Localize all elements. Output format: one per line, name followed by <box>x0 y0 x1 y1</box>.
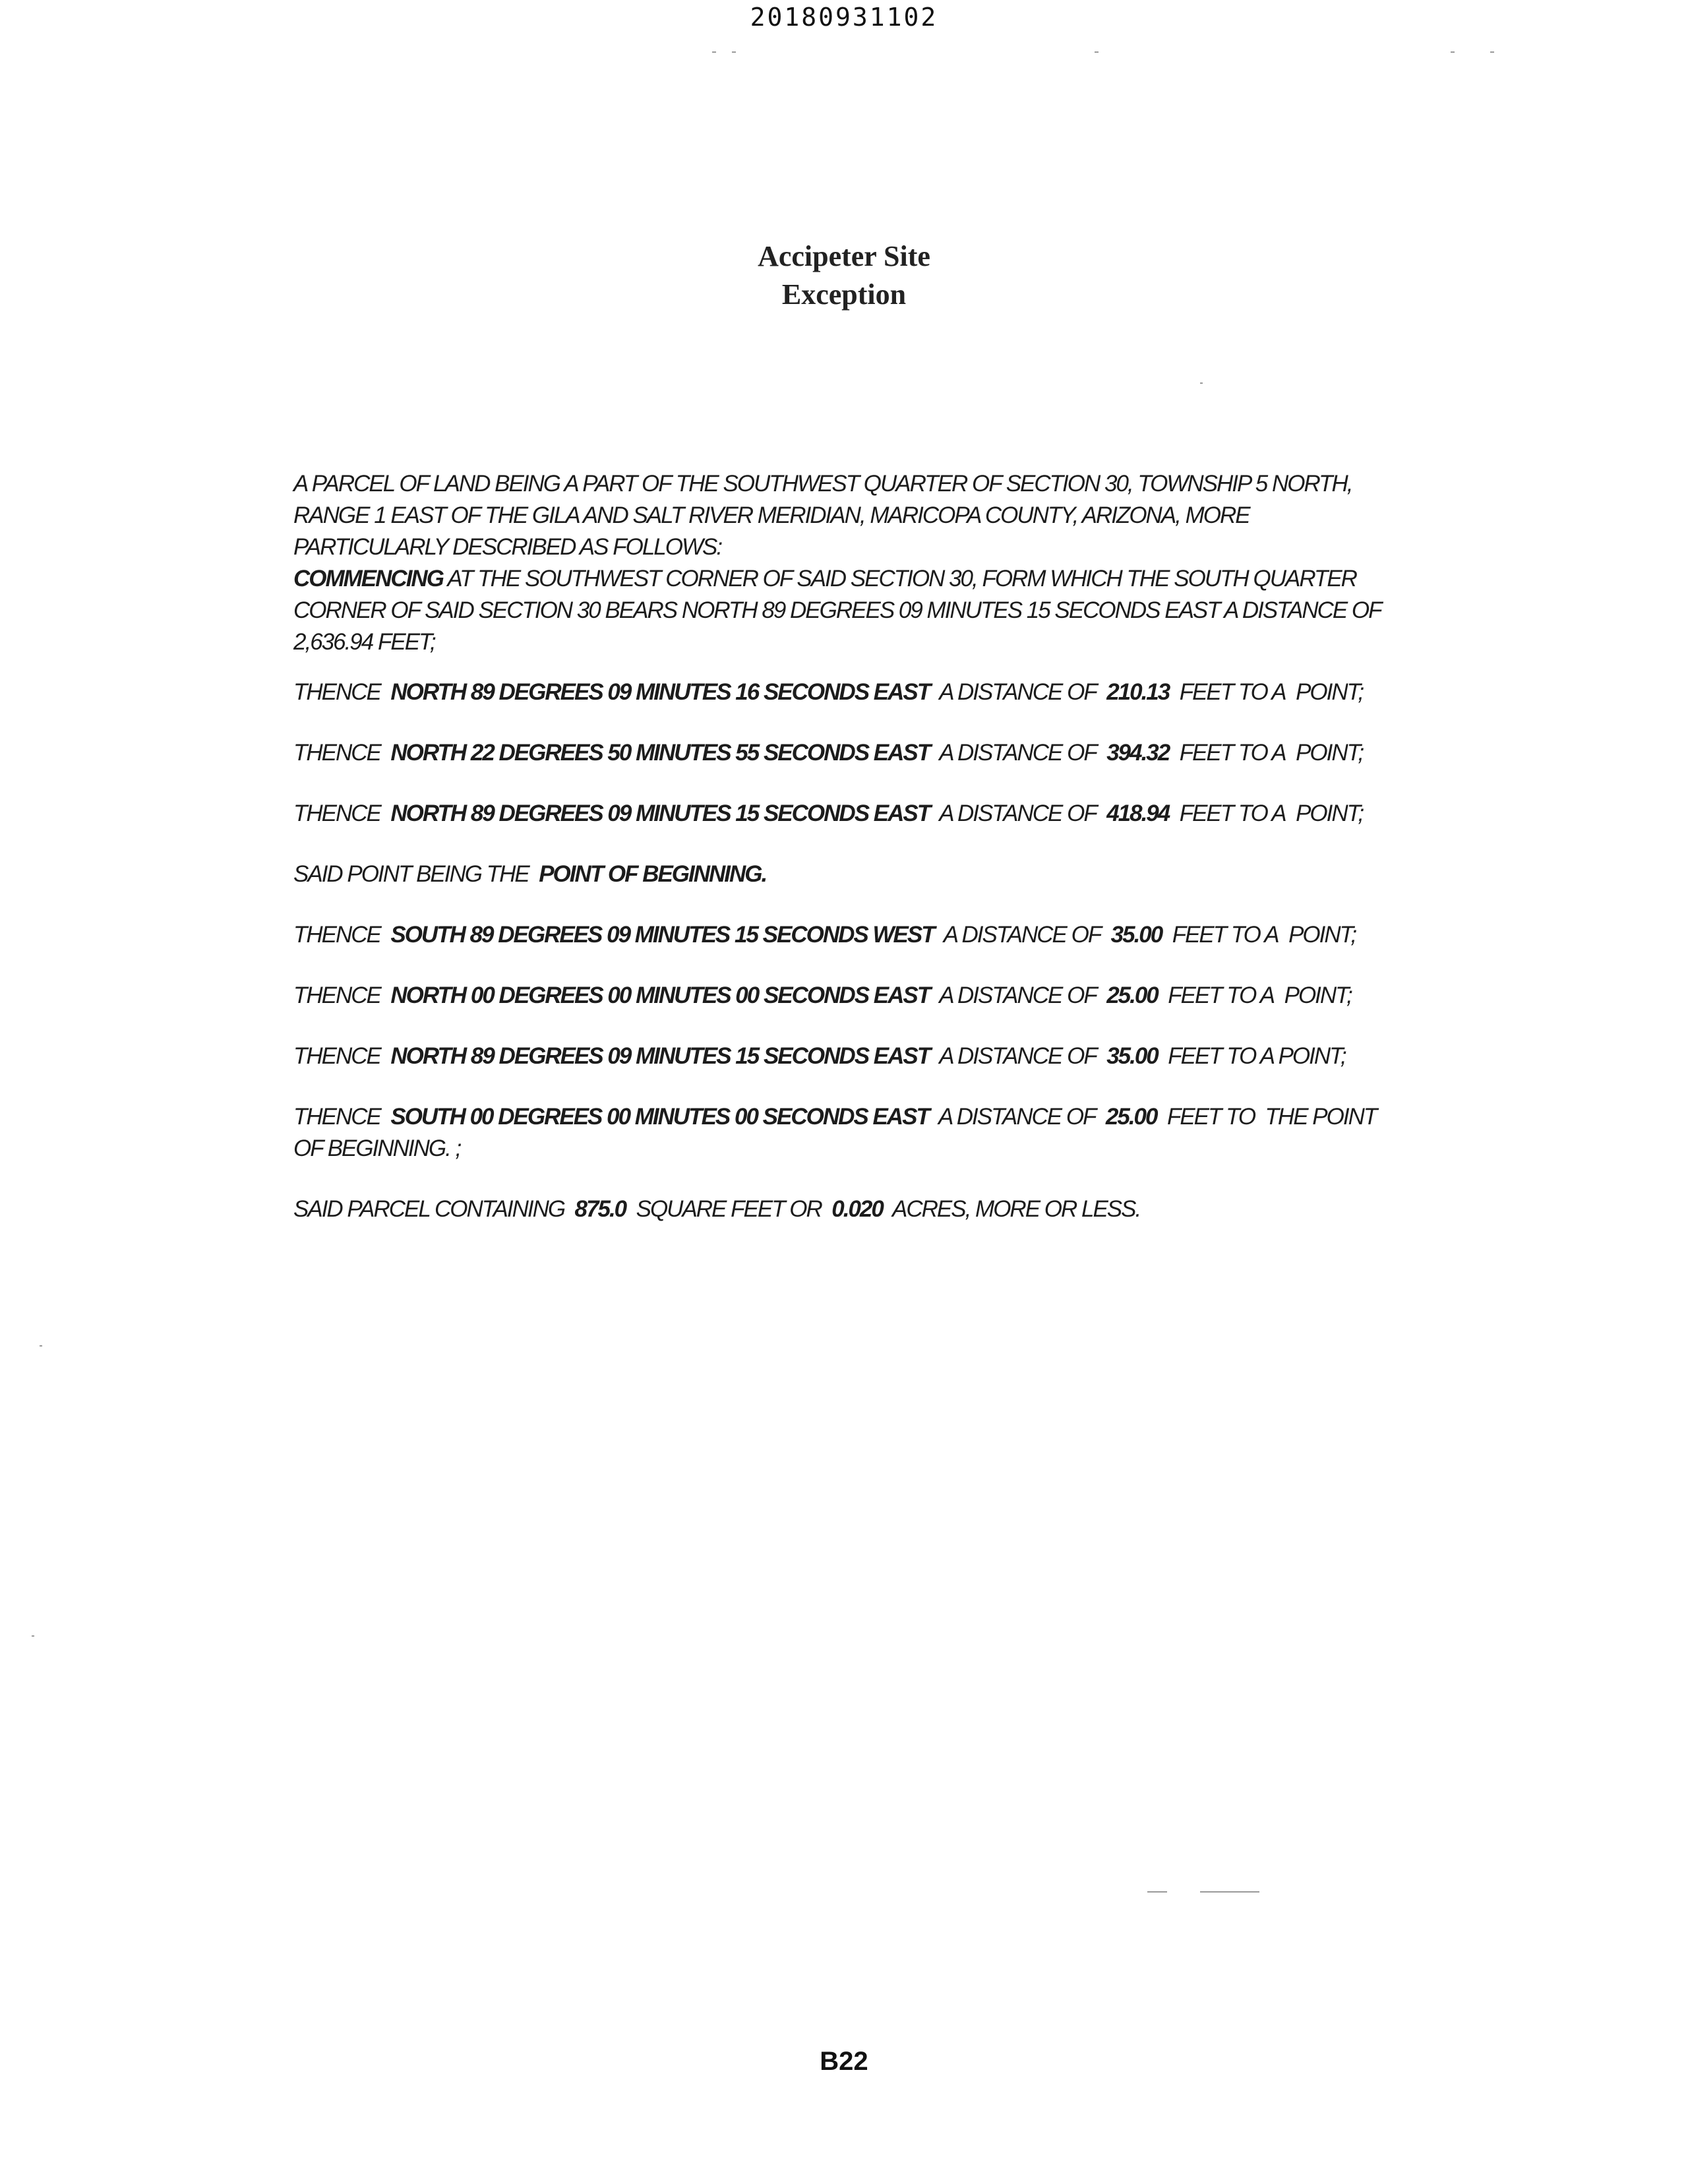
course-line: THENCE SOUTH 00 DEGREES 00 MINUTES 00 SECONDS EAST A DISTANCE OF 25.00 FEET TO THE POINT OF BEGINNING. ; <box>293 1104 1377 1161</box>
summary-line: SAID PARCEL CONTAINING 875.0 SQUARE FEET OR 0.020 ACRES, MORE OR LESS. <box>293 1196 1141 1222</box>
scan-speck <box>1200 1891 1259 1893</box>
scan-speck <box>32 1635 34 1637</box>
page-label: B22 <box>820 2047 868 2076</box>
legal-description <box>293 468 1381 1222</box>
scan-speck <box>1147 1891 1167 1893</box>
course-line: THENCE NORTH 89 DEGREES 09 MINUTES 15 SECONDS EAST A DISTANCE OF 35.00 FEET TO A POINT; <box>293 1043 1346 1069</box>
scan-speck <box>732 51 736 53</box>
intro-text: A PARCEL OF LAND BEING A PART OF THE SOUTHWEST QUARTER OF SECTION 30, TOWNSHIP 5 NORTH, RANGE 1 EAST OF THE GILA AND SALT RIVER MERIDIAN, MARICOPA COUNTY, ARIZONA, MORE PARTICULARLY DESCRIBED AS FOLLOWS: <box>293 471 1352 560</box>
document-number: 20180931102 <box>750 3 938 32</box>
scan-speck <box>1200 382 1203 384</box>
intro-paragraph <box>293 468 1381 658</box>
commencing-text: AT THE SOUTHWEST CORNER OF SAID SECTION 30, FORM WHICH THE SOUTH QUARTER CORNER OF SAID SECTION 30 BEARS NORTH 89 DEGREES 09 MINUTES 15 SECONDS EAST A DISTANCE OF 2,636.94 FEET; <box>293 566 1381 655</box>
scan-speck <box>1490 51 1494 53</box>
course-line: THENCE NORTH 22 DEGREES 50 MINUTES 55 SECONDS EAST A DISTANCE OF 394.32 FEET TO A POINT; <box>293 740 1364 766</box>
point-of-beginning-line: SAID POINT BEING THE POINT OF BEGINNING. <box>293 861 767 887</box>
course-line: THENCE SOUTH 89 DEGREES 09 MINUTES 15 SECONDS WEST A DISTANCE OF 35.00 FEET TO A POINT; <box>293 922 1356 948</box>
scan-speck <box>1451 51 1455 53</box>
commencing-label: COMMENCING <box>293 566 443 592</box>
scan-speck <box>712 51 716 53</box>
page-title <box>0 237 1688 314</box>
title-line-2: Exception <box>781 278 907 311</box>
course-line: THENCE NORTH 89 DEGREES 09 MINUTES 15 SECONDS EAST A DISTANCE OF 418.94 FEET TO A POINT; <box>293 801 1364 826</box>
commencing-paragraph <box>293 563 1381 658</box>
scan-speck <box>1095 51 1099 53</box>
title-line-1: Accipeter Site <box>758 240 930 272</box>
course-line: THENCE NORTH 00 DEGREES 00 MINUTES 00 SECONDS EAST A DISTANCE OF 25.00 FEET TO A POINT; <box>293 983 1352 1008</box>
scan-speck <box>40 1345 42 1347</box>
course-line: THENCE NORTH 89 DEGREES 09 MINUTES 16 SECONDS EAST A DISTANCE OF 210.13 FEET TO A POINT; <box>293 679 1364 705</box>
